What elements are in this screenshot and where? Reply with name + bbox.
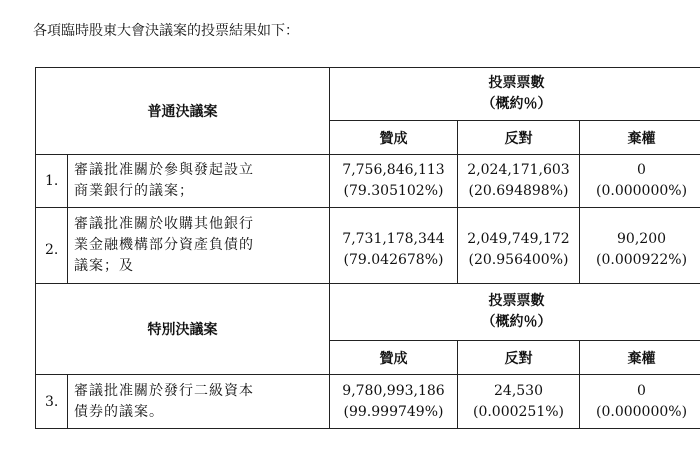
resolution-description: [68, 155, 330, 208]
vote-percent: (20.956400%): [468, 251, 569, 268]
votes-header-line2: （概約％）: [481, 314, 552, 330]
vote-percent: (0.000000%): [596, 183, 688, 199]
special-resolutions-title: 特別決議案: [36, 284, 330, 375]
vote-percent: (99.999749%): [343, 403, 444, 420]
vote-percent: (0.000251%): [472, 403, 565, 420]
vote-against: [458, 375, 580, 429]
vote-count: 24,530: [494, 382, 543, 399]
vote-count: 2,049,749,172: [467, 230, 570, 247]
votes-header-line1: 投票票數: [488, 75, 545, 91]
ordinary-header-row: [36, 68, 700, 121]
column-abstain: 棄權: [580, 121, 700, 155]
vote-count: 90,200: [617, 230, 667, 247]
vote-abstain: [580, 375, 700, 429]
intro-text: 各項臨時股東大會決議案的投票結果如下：: [33, 23, 299, 39]
description-line: 審議批准關於發行二級資本: [74, 382, 254, 399]
vote-count: 0: [637, 382, 646, 399]
votes-header: [330, 284, 700, 341]
special-header-row: [36, 284, 700, 341]
description-line: 審議批准關於參與發起設立: [74, 162, 254, 178]
table-row: [36, 208, 700, 284]
description-line: 審議批准關於收購其他銀行: [74, 216, 254, 232]
description-line: 債券的議案。: [74, 403, 164, 420]
resolution-number: 1.: [36, 155, 68, 208]
description-line: 商業銀行的議案；: [74, 183, 194, 199]
vote-for: [330, 155, 458, 208]
column-against: 反對: [458, 341, 580, 375]
column-for: 贊成: [330, 121, 458, 155]
vote-percent: (79.042678%): [343, 251, 444, 268]
vote-percent: (0.000922%): [596, 251, 688, 268]
resolution-description: [68, 208, 330, 284]
vote-for: [330, 375, 458, 429]
column-abstain: 棄權: [580, 341, 700, 375]
description-line: 議案；及: [74, 258, 134, 274]
vote-abstain: [580, 155, 700, 208]
vote-percent: (20.694898%): [468, 183, 569, 199]
vote-against: [458, 208, 580, 284]
description-line: 業金融機構部分資產負債的: [74, 237, 254, 253]
votes-header: [330, 68, 700, 121]
vote-percent: (79.305102%): [343, 183, 444, 199]
vote-count: 2,024,171,603: [467, 162, 570, 178]
column-against: 反對: [458, 121, 580, 155]
column-for: 贊成: [330, 341, 458, 375]
resolution-description: [68, 375, 330, 429]
vote-against: [458, 155, 580, 208]
votes-header-line1: 投票票數: [488, 293, 545, 309]
vote-count: 9,780,993,186: [342, 382, 445, 399]
resolution-number: 2.: [36, 208, 68, 284]
vote-for: [330, 208, 458, 284]
votes-header-line2: （概約％）: [481, 96, 552, 112]
table-row: [36, 375, 700, 429]
vote-abstain: [580, 208, 700, 284]
vote-count: 7,756,846,113: [342, 162, 445, 178]
resolution-number: 3.: [36, 375, 68, 429]
table-row: [36, 155, 700, 208]
ordinary-resolutions-title: 普通決議案: [36, 68, 330, 155]
vote-percent: (0.000000%): [596, 403, 688, 420]
vote-count: 7,731,178,344: [342, 230, 445, 247]
voting-results-table: [35, 67, 700, 429]
vote-count: 0: [637, 162, 646, 178]
